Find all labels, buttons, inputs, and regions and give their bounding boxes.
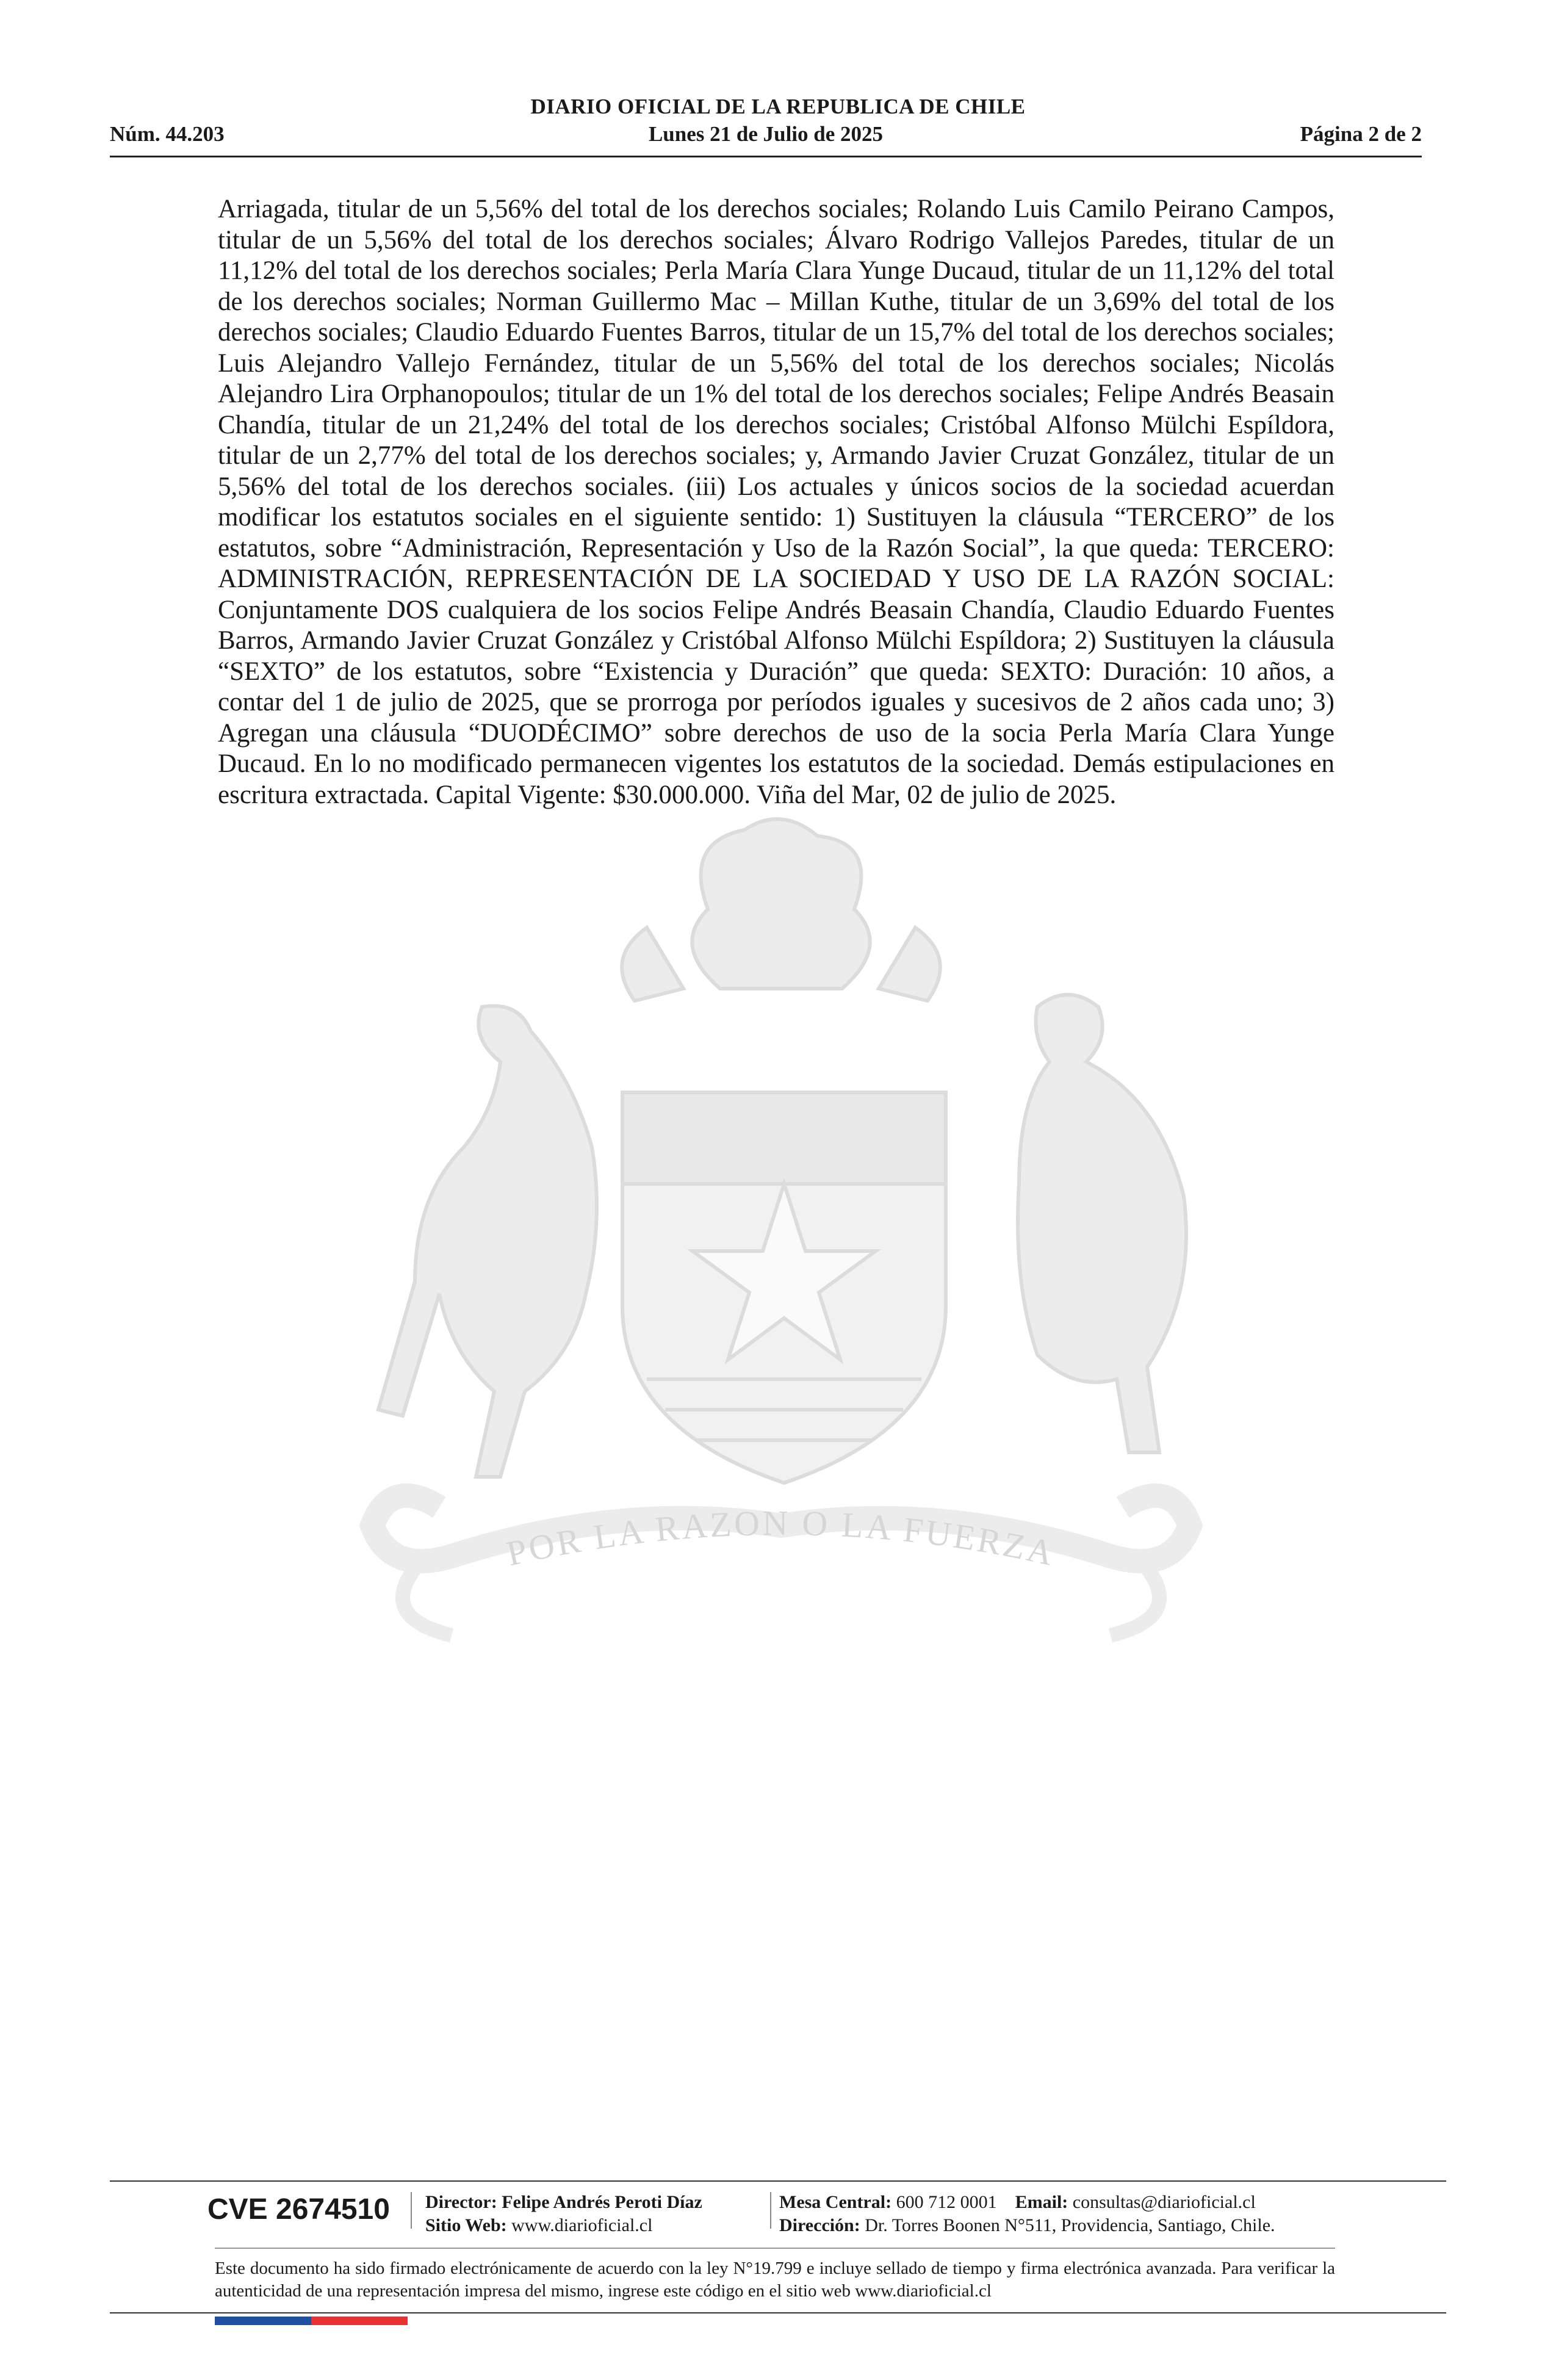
- flag-color-bar: [215, 2317, 408, 2325]
- email-label: Email:: [1015, 2192, 1068, 2212]
- address-value: Dr. Torres Boonen N°511, Providencia, Santiago, Chile.: [865, 2215, 1275, 2235]
- footer-separator: [770, 2192, 771, 2229]
- phone-number: 600 712 0001: [896, 2192, 997, 2212]
- footer-separator: [411, 2192, 412, 2229]
- website-link[interactable]: www.diarioficial.cl: [511, 2215, 653, 2235]
- footer-contact-block: [779, 2191, 1275, 2237]
- article-body-text: Arriagada, titular de un 5,56% del total de los derechos sociales; Rolando Luis Camilo Peirano Campos, titular de un 5,56% del total de los derechos sociales; Álvaro Rodrigo Vallejos Paredes, titular de un 11,12% del total de los derechos sociales; Perla María Clara Yunge Ducaud, titular de un 11,12% del total de los derechos sociales; Norman Guillermo Mac – Millan Kuthe, titular de un 3,69% del total de los derechos sociales; Claudio Eduardo Fuentes Barros, titular de un 15,7% del total de los derechos sociales; Luis Alejandro Vallejo Fernández, titular de un 5,56% del total de los derechos sociales; Nicolás Alejandro Lira Orphanopoulos; titular de un 1% del total de los derechos sociales; Felipe Andrés Beasain Chandía, titular de un 21,24% del total de los derechos sociales; Cristóbal Alfonso Mülchi Espíldora, titular de un 2,77% del total de los derechos sociales; y, Armando Javier Cruzat González, titular de un 5,56% del total de los derechos sociales. (iii) Los actuales y únicos socios de la sociedad acuerdan modificar los estatutos sociales en el siguiente sentido: 1) Sustituyen la cláusula “TERCERO” de los estatutos, sobre “Administración, Representación y Uso de la Razón Social”, la que queda: TERCERO: ADMINISTRACIÓN, REPRESENTACIÓN DE LA SOCIEDAD Y USO DE LA RAZÓN SOCIAL: Conjuntamente DOS cualquiera de los socios Felipe Andrés Beasain Chandía, Claudio Eduardo Fuentes Barros, Armando Javier Cruzat González y Cristóbal Alfonso Mülchi Espíldora; 2) Sustituyen la cláusula “SEXTO” de los estatutos, sobre “Existencia y Duración” que queda: SEXTO: Duración: 10 años, a contar del 1 de julio de 2025, que se prorroga por períodos iguales y sucesivos de 2 años cada uno; 3) Agregan una cláusula “DUODÉCIMO” sobre derechos de uso de la socia Perla María Clara Yunge Ducaud. En lo no modificado permanecen vigentes los estatutos de la sociedad. Demás estipulaciones en escritura extractada. Capital Vigente: $30.000.000. Viña del Mar, 02 de julio de 2025.: [218, 195, 1334, 809]
- page-header: [110, 122, 1422, 150]
- flag-red-segment: [311, 2317, 408, 2325]
- signature-notice: Este documento ha sido firmado electrónicamente de acuerdo con la ley N°19.799 e incluye sellado de tiempo y firma electrónica avanzada. Para verificar la autenticidad de una representación impresa del mismo, ingrese este código en el sitio web www.diarioficial.cl: [215, 2259, 1335, 2301]
- director-name: Felipe Andrés Peroti Díaz: [502, 2192, 702, 2212]
- issue-number: Núm. 44.203: [110, 122, 225, 146]
- address-label: Dirección:: [779, 2215, 860, 2235]
- website-label: Sitio Web:: [425, 2215, 507, 2235]
- flag-blue-segment: [215, 2317, 311, 2325]
- issue-date: Lunes 21 de Julio de 2025: [648, 122, 884, 146]
- phone-label: Mesa Central:: [779, 2192, 892, 2212]
- cve-code: CVE 2674510: [207, 2193, 390, 2226]
- seal-motto: POR LA RAZON O LA FUERZA: [503, 1502, 1059, 1574]
- newspaper-title: DIARIO OFICIAL DE LA REPUBLICA DE CHILE: [530, 95, 1026, 118]
- footer-top-divider: [110, 2180, 1446, 2182]
- coat-of-arms-watermark-icon: [317, 806, 1245, 1672]
- page-indicator: Página 2 de 2: [1300, 122, 1422, 146]
- director-label: Director:: [425, 2192, 497, 2212]
- footer-director-block: [425, 2191, 702, 2237]
- footer-bottom-divider: [110, 2312, 1446, 2313]
- footer-mid-divider: [215, 2248, 1335, 2249]
- header-divider: [110, 156, 1422, 157]
- email-link[interactable]: consultas@diarioficial.cl: [1072, 2192, 1256, 2212]
